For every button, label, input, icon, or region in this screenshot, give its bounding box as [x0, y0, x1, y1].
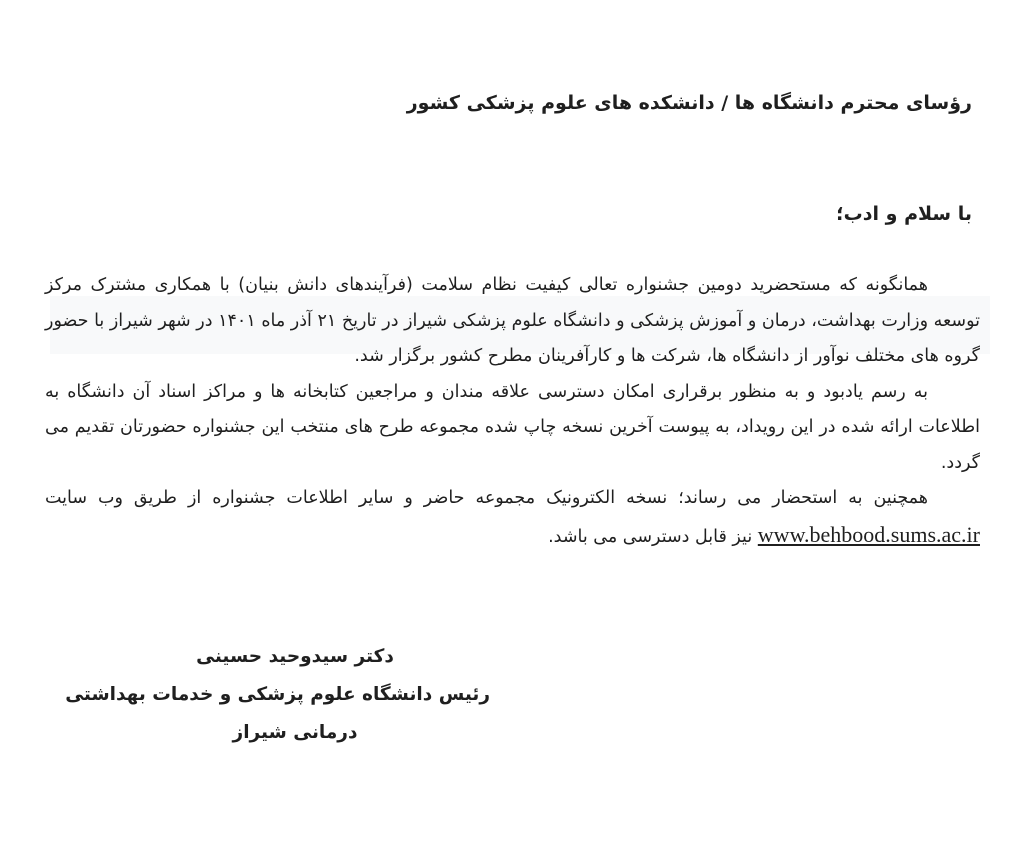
body-paragraph-1: همانگونه که مستحضرید دومین جشنواره تعالی کیفیت نظام سلامت (فرآیندهای دانش بنیان) با همکاری مشترک مرکز توسعه وزارت بهداشت، درمان و آموزش پزشکی و دانشگاه علوم پزشکی شیراز در تاریخ ۲۱ آذر ماه ۱۴۰۱ در شهر شیراز با حضور گروه های مختلف نوآور از دانشگاه ها، شرکت ها و کارآفرینان مطرح کشور برگزار شد. [45, 275, 980, 366]
letter-recipient: رؤسای محترم دانشگاه ها / دانشکده های علوم پزشکی کشور [406, 92, 972, 114]
body-paragraph-2: به رسم یادبود و به منظور برقراری امکان دسترسی علاقه مندان و مراجعین کتابخانه ها و مراکز اسناد آن دانشگاه به اطلاعات ارائه شده در این رویداد، به پیوست آخرین نسخه چاپ شده مجموعه طرح های منتخب این جشنواره حضورتان تقدیم می گردد. [45, 381, 980, 473]
paragraph-3-text-before-link: همچنین به استحضار می رساند؛ نسخه الکترونیک مجموعه حاضر و سایر اطلاعات جشنواره از طریق وب سایت [45, 488, 928, 508]
signer-name: دکتر سیدوحید حسینی [196, 646, 394, 667]
body-paragraph-3 [45, 481, 980, 555]
letter-greeting: با سلام و ادب؛ [836, 203, 972, 225]
letter-body [45, 268, 980, 555]
paragraph-3-text-after-link: نیز قابل دسترسی می باشد. [548, 526, 753, 547]
signer-title-line-2: درمانی شیراز [232, 722, 358, 743]
website-link[interactable]: www.behbood.sums.ac.ir [757, 521, 980, 547]
signer-title-line-1: رئیس دانشگاه علوم پزشکی و خدمات بهداشتی [65, 684, 490, 705]
signature-block [65, 638, 490, 752]
